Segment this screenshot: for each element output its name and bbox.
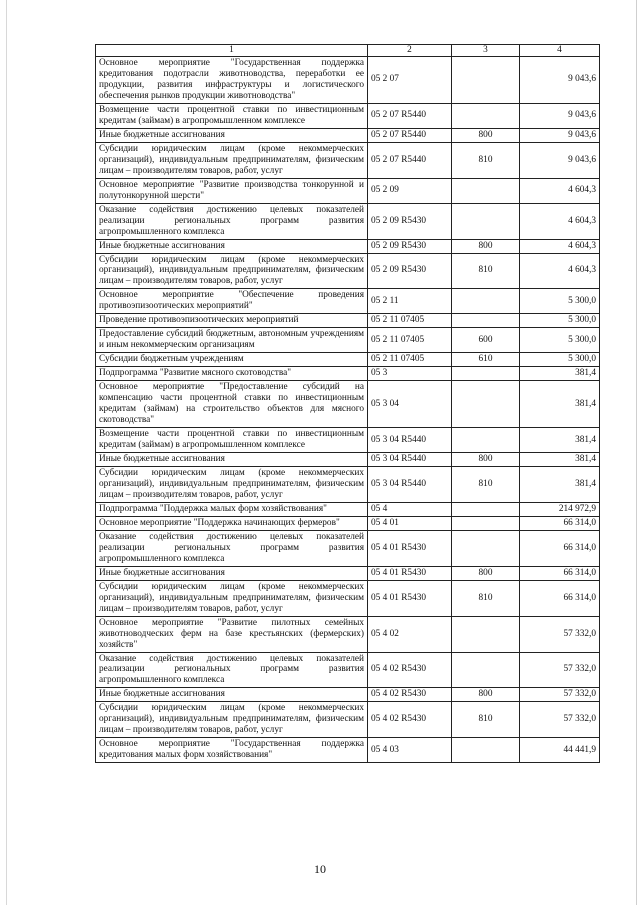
row-name: Основное мероприятие "Государственная поддержка кредитования малых форм хозяйствования" [96,738,368,763]
row-type [452,381,520,428]
table-row [96,428,600,453]
scan-edge-left [6,0,7,905]
table-row [96,103,600,128]
row-name: Субсидии юридическим лицам (кроме некоммерческих организаций), индивидуальным предпринимателям, физическим лицам – производителям товаров, работ, услуг [96,253,368,289]
row-name: Субсидии юридическим лицам (кроме некоммерческих организаций), индивидуальным предпринимателям, физическим лицам – производителям товаров, работ, услуг [96,466,368,502]
header-col-code: 2 [368,45,452,57]
row-code: 05 4 02 R5430 [368,688,452,702]
budget-table [95,44,600,763]
row-amount: 9 043,6 [520,142,600,178]
row-code: 05 4 01 R5430 [368,566,452,580]
table-row [96,203,600,239]
row-amount: 5 300,0 [520,328,600,353]
row-amount: 4 604,3 [520,178,600,203]
row-code: 05 2 09 R5430 [368,203,452,239]
row-amount: 66 314,0 [520,516,600,530]
row-type [452,203,520,239]
row-name: Оказание содействия достижению целевых показателей реализации региональных программ развития агропромышленного комплекса [96,652,368,688]
row-code: 05 2 11 07405 [368,353,452,367]
row-name: Основное мероприятие "Поддержка начинающих фермеров" [96,516,368,530]
row-code: 05 3 04 R5440 [368,428,452,453]
row-type: 810 [452,466,520,502]
row-code: 05 2 07 R5440 [368,142,452,178]
row-amount: 9 043,6 [520,128,600,142]
header-col-type: 3 [452,45,520,57]
row-code: 05 2 09 R5430 [368,253,452,289]
row-code: 05 4 03 [368,738,452,763]
row-name: Подпрограмма "Поддержка малых форм хозяйствования" [96,502,368,516]
table-row [96,289,600,314]
row-code: 05 2 11 07405 [368,328,452,353]
table-row [96,57,600,104]
row-type [452,502,520,516]
row-type [452,738,520,763]
row-amount: 57 332,0 [520,616,600,652]
row-name: Предоставление субсидий бюджетным, автономным учреждениям и иным некоммерческим организациям [96,328,368,353]
row-amount: 57 332,0 [520,652,600,688]
row-amount: 44 441,9 [520,738,600,763]
table-row [96,516,600,530]
row-amount: 381,4 [520,453,600,467]
row-amount: 9 043,6 [520,103,600,128]
row-amount: 381,4 [520,381,600,428]
row-type: 800 [452,453,520,467]
table-row [96,530,600,566]
table-row [96,367,600,381]
table-row [96,253,600,289]
header-col-name: 1 [96,45,368,57]
table-row [96,314,600,328]
row-name: Оказание содействия достижению целевых показателей реализации региональных программ развития агропромышленного комплекса [96,530,368,566]
table-row [96,381,600,428]
header-col-amount: 4 [520,45,600,57]
row-type [452,314,520,328]
row-amount: 381,4 [520,466,600,502]
row-name: Проведение противоэпизоотических мероприятий [96,314,368,328]
row-type: 810 [452,702,520,738]
row-amount: 9 043,6 [520,57,600,104]
row-name: Иные бюджетные ассигнования [96,128,368,142]
row-code: 05 2 11 [368,289,452,314]
row-code: 05 2 07 R5440 [368,103,452,128]
row-amount: 5 300,0 [520,289,600,314]
row-type: 800 [452,566,520,580]
row-code: 05 4 01 R5430 [368,580,452,616]
row-name: Иные бюджетные ассигнования [96,239,368,253]
row-type [452,57,520,104]
row-name: Субсидии юридическим лицам (кроме некоммерческих организаций), индивидуальным предпринимателям, физическим лицам – производителям товаров, работ, услуг [96,702,368,738]
row-amount: 66 314,0 [520,580,600,616]
row-amount: 57 332,0 [520,702,600,738]
table-row [96,738,600,763]
row-amount: 66 314,0 [520,566,600,580]
row-name: Основное мероприятие "Развитие производства тонкорунной и полутонкорунной шерсти" [96,178,368,203]
table-row [96,580,600,616]
row-name: Подпрограмма "Развитие мясного скотоводства" [96,367,368,381]
table-row [96,652,600,688]
row-type: 800 [452,688,520,702]
row-code: 05 4 01 [368,516,452,530]
row-code: 05 2 07 R5440 [368,128,452,142]
row-code: 05 3 [368,367,452,381]
table-row [96,178,600,203]
table-body [96,57,600,763]
row-name: Оказание содействия достижению целевых показателей реализации региональных программ развития агропромышленного комплекса [96,203,368,239]
row-type [452,652,520,688]
page-number: 10 [314,862,326,876]
header-row [96,45,600,57]
row-code: 05 4 02 R5430 [368,702,452,738]
row-name: Возмещение части процентной ставки по инвестиционным кредитам (займам) в агропромышленном комплексе [96,428,368,453]
table-row [96,128,600,142]
row-name: Иные бюджетные ассигнования [96,453,368,467]
row-code: 05 4 02 [368,616,452,652]
row-type: 810 [452,580,520,616]
row-amount: 5 300,0 [520,314,600,328]
table-row [96,328,600,353]
row-code: 05 2 11 07405 [368,314,452,328]
row-type [452,103,520,128]
row-name: Возмещение части процентной ставки по инвестиционным кредитам (займам) в агропромышленном комплексе [96,103,368,128]
row-type: 610 [452,353,520,367]
row-type: 810 [452,253,520,289]
row-code: 05 2 07 [368,57,452,104]
scan-edge-right [636,0,637,905]
row-type [452,367,520,381]
table-row [96,702,600,738]
row-amount: 381,4 [520,367,600,381]
row-name: Субсидии юридическим лицам (кроме некоммерческих организаций), индивидуальным предпринимателям, физическим лицам – производителям товаров, работ, услуг [96,142,368,178]
table-row [96,502,600,516]
row-amount: 4 604,3 [520,203,600,239]
row-type: 800 [452,239,520,253]
row-code: 05 2 09 [368,178,452,203]
row-amount: 57 332,0 [520,688,600,702]
row-code: 05 4 [368,502,452,516]
row-type [452,289,520,314]
row-type [452,530,520,566]
row-type: 600 [452,328,520,353]
row-code: 05 4 01 R5430 [368,530,452,566]
table-row [96,566,600,580]
row-code: 05 4 02 R5430 [368,652,452,688]
row-amount: 66 314,0 [520,530,600,566]
row-code: 05 3 04 R5440 [368,466,452,502]
row-name: Субсидии бюджетным учреждениям [96,353,368,367]
row-type [452,616,520,652]
row-name: Основное мероприятие "Предоставление субсидий на компенсацию части процентной ставки по инвестиционным кредитам (займам) на строительство объектов для мясного скотоводства" [96,381,368,428]
row-code: 05 3 04 [368,381,452,428]
table-row [96,466,600,502]
row-type [452,428,520,453]
row-type: 810 [452,142,520,178]
row-amount: 381,4 [520,428,600,453]
table-row [96,616,600,652]
row-name: Иные бюджетные ассигнования [96,688,368,702]
row-type [452,178,520,203]
row-name: Основное мероприятие "Государственная поддержка кредитования подотрасли животноводства, переработки ее продукции, развития инфраструктуры и логистического обеспечения рынков продукции животноводства" [96,57,368,104]
row-type: 800 [452,128,520,142]
row-type [452,516,520,530]
row-code: 05 2 09 R5430 [368,239,452,253]
table-row [96,688,600,702]
row-amount: 214 972,9 [520,502,600,516]
row-name: Основное мероприятие "Развитие пилотных семейных животноводческих ферм на базе крестьянских (фермерских) хозяйств" [96,616,368,652]
row-amount: 4 604,3 [520,253,600,289]
row-name: Иные бюджетные ассигнования [96,566,368,580]
row-amount: 4 604,3 [520,239,600,253]
row-amount: 5 300,0 [520,353,600,367]
table-row [96,239,600,253]
table-row [96,142,600,178]
row-name: Основное мероприятие "Обеспечение проведения противоэпизоотических мероприятий" [96,289,368,314]
row-name: Субсидии юридическим лицам (кроме некоммерческих организаций), индивидуальным предпринимателям, физическим лицам – производителям товаров, работ, услуг [96,580,368,616]
table-row [96,353,600,367]
row-code: 05 3 04 R5440 [368,453,452,467]
table-row [96,453,600,467]
